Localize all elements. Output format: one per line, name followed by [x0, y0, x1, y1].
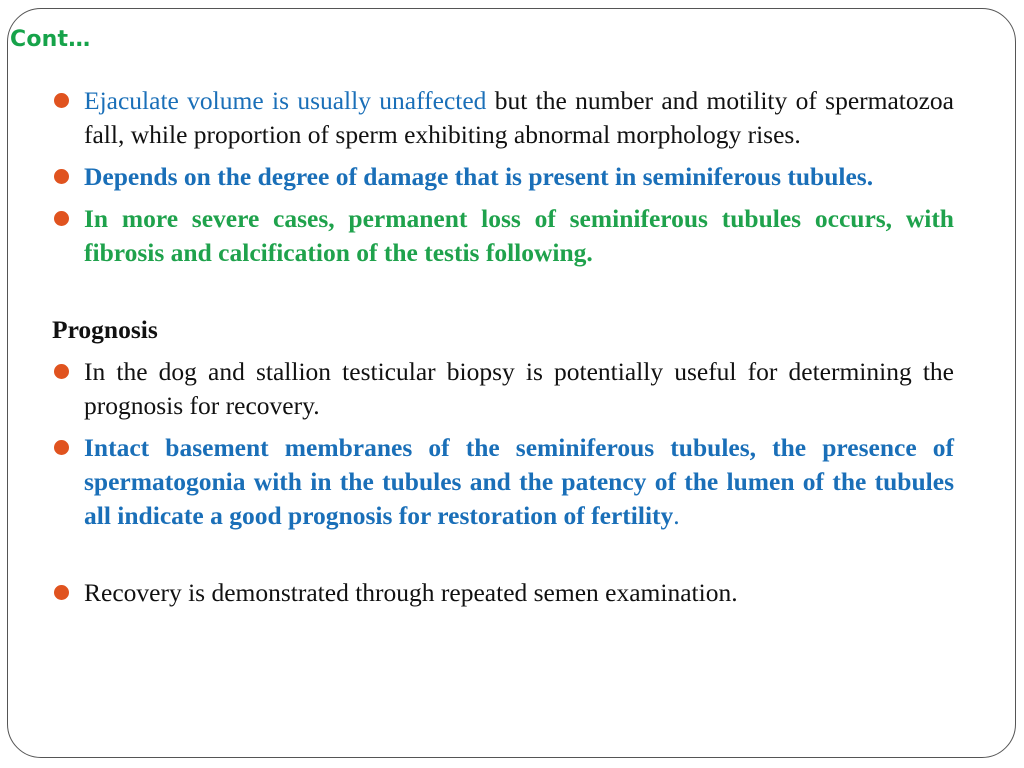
bullet-dot-icon: [54, 93, 69, 108]
bullet-dot-icon: [54, 364, 69, 379]
bullet-item: [52, 576, 954, 610]
bullet-dot-icon: [54, 440, 69, 455]
bullet-text: In more severe cases, permanent loss of seminiferous tubules occurs, with fibrosis and calcification of the testis following.: [84, 204, 954, 267]
bullet-item: [52, 84, 954, 152]
bullet-text: Depends on the degree of damage that is present in seminiferous tubules.: [84, 162, 874, 191]
slide-title: Cont…: [10, 27, 91, 52]
prognosis-heading: Prognosis: [52, 315, 158, 344]
bullet-item: [52, 202, 954, 270]
bullet-item: [52, 355, 954, 423]
bullet-text: In the dog and stallion testicular biopsy is potentially useful for determining the prognosis for recovery.: [84, 357, 954, 420]
bullet-dot-icon: [54, 585, 69, 600]
bullet-dot-icon: [54, 169, 69, 184]
bullet-highlight-text: Ejaculate volume is usually unaffected: [84, 86, 487, 115]
bullet-trailing-text: .: [673, 501, 680, 530]
bullet-text: Recovery is demonstrated through repeated semen examination.: [84, 578, 738, 607]
bullet-text: Intact basement membranes of the seminiferous tubules, the presence of spermatogonia with in the tubules and the patency of the lumen of the tubules all indicate a good prognosis for restoration of fertility: [84, 433, 954, 530]
bullet-item: [52, 160, 954, 194]
bullet-item: [52, 431, 954, 533]
bullet-text: but the number and motility of spermatozoa fall, while proportion of sperm exhibiting abnormal morphology rises.: [84, 86, 955, 149]
bullet-dot-icon: [54, 211, 69, 226]
slide-content: [52, 84, 954, 618]
